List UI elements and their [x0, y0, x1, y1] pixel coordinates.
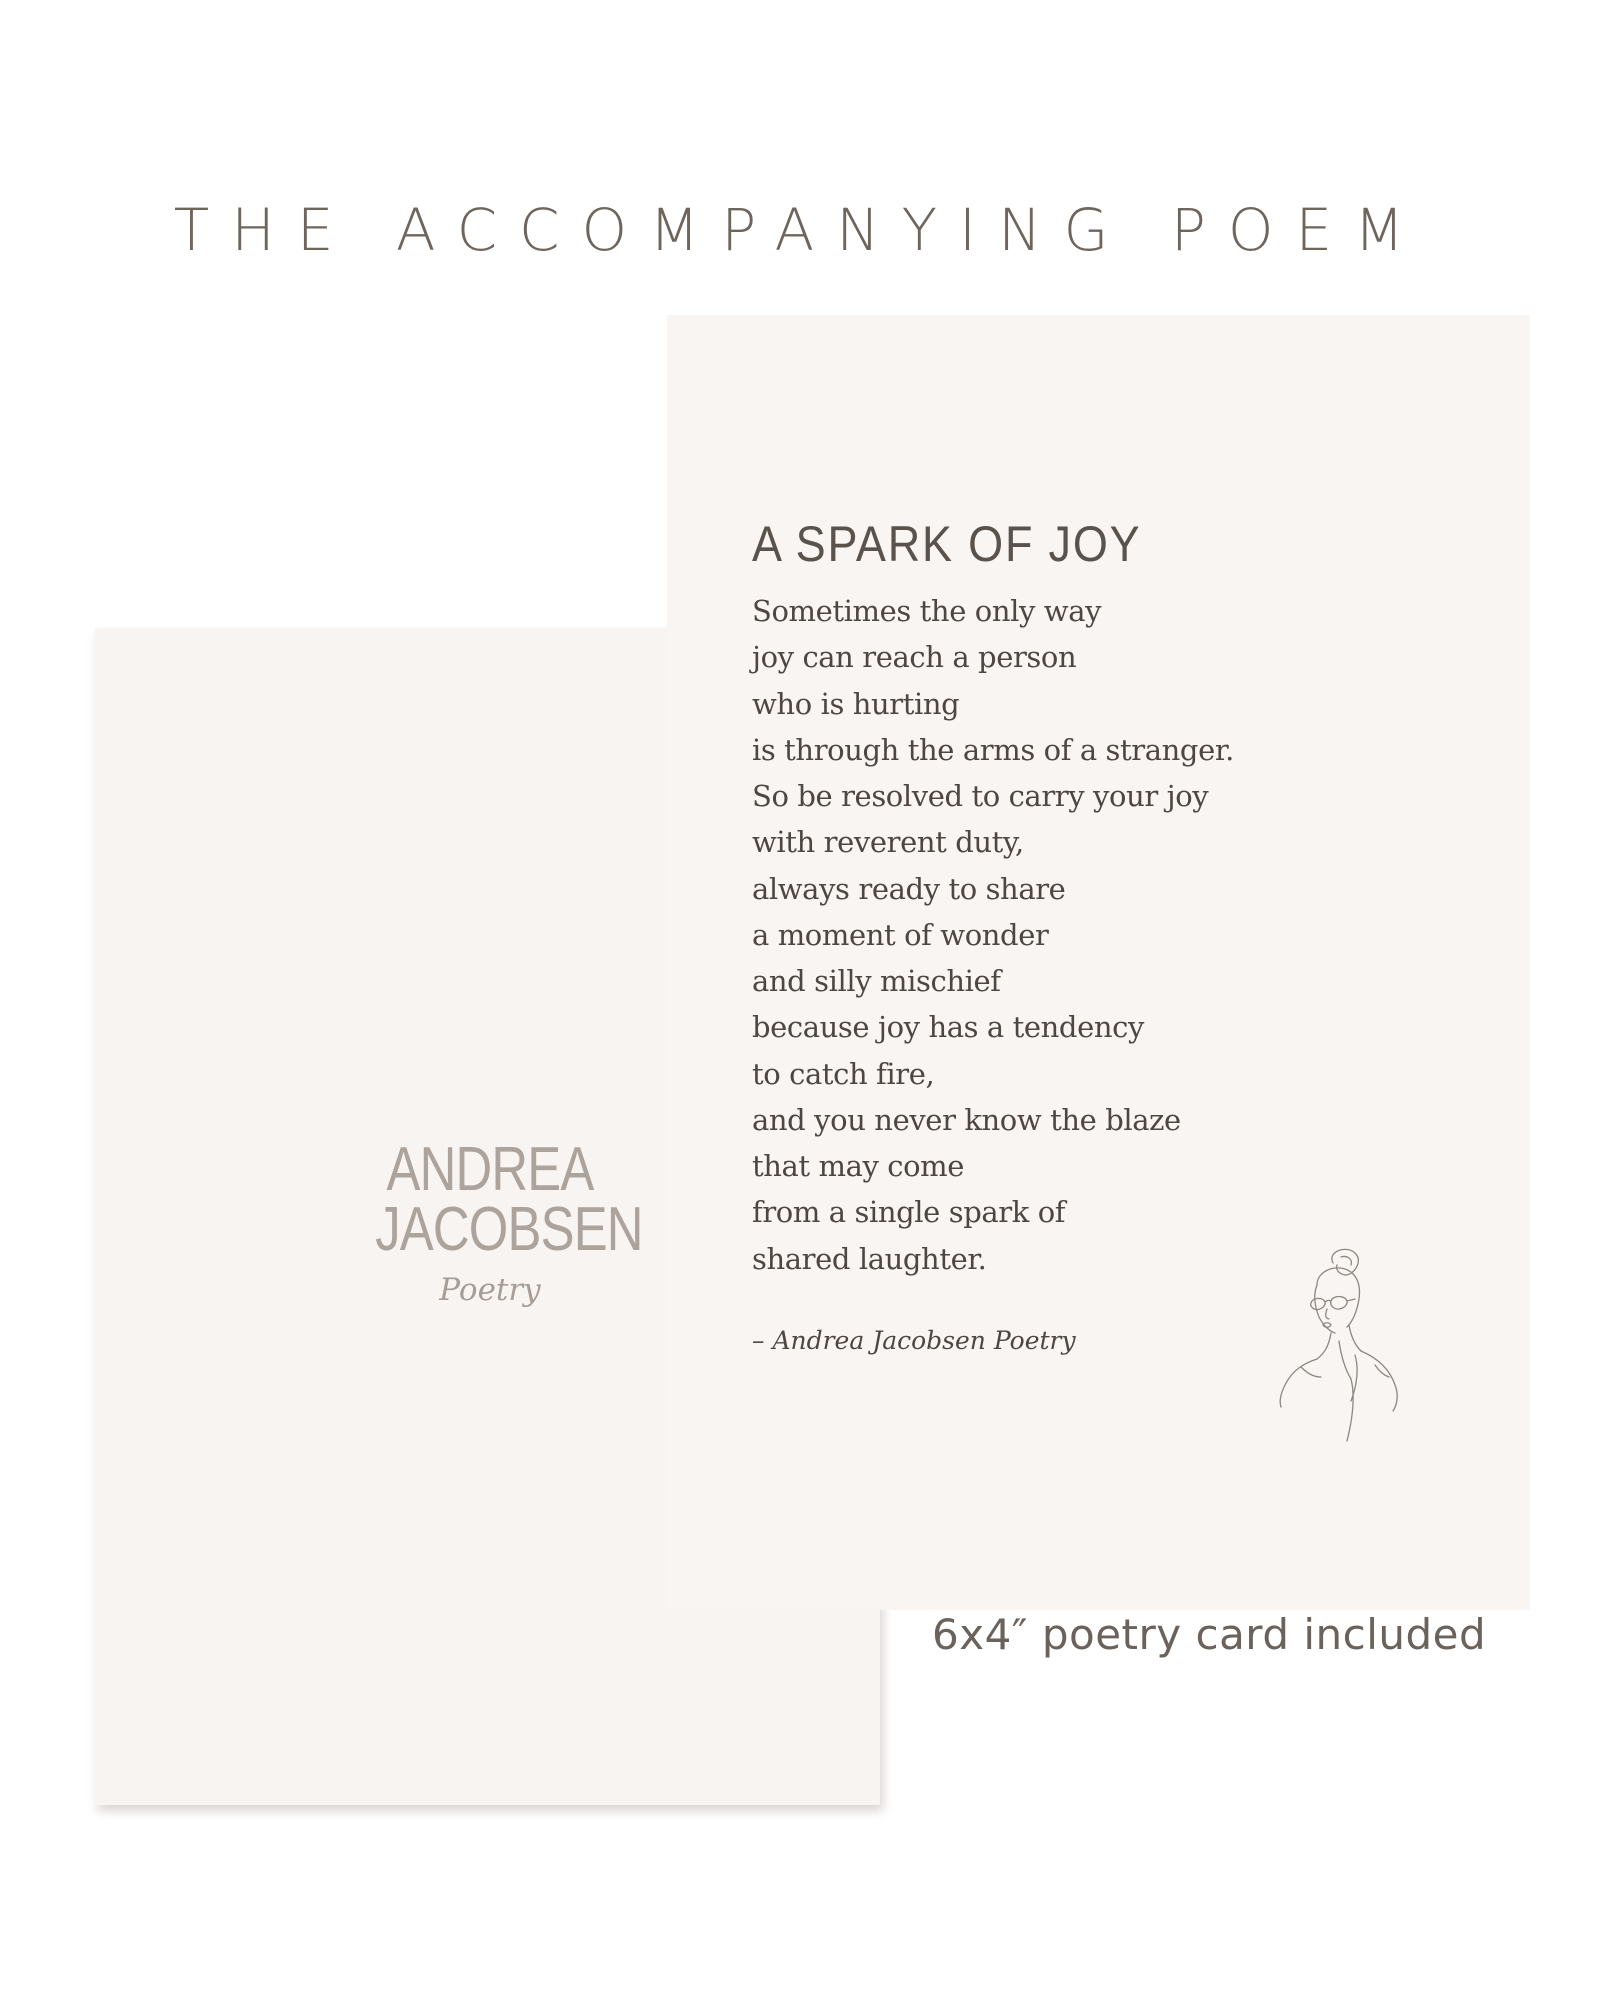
poem-line: So be resolved to carry your joy [752, 779, 1209, 813]
poem-line: from a single spark of [752, 1195, 1066, 1230]
poem-line: with reverent duty, [752, 825, 1024, 860]
poem-line: joy can reach a person [752, 640, 1077, 675]
line-drawing-woman-icon [1255, 1245, 1415, 1445]
brand-logo [350, 1135, 643, 1308]
brand-subtitle: Poetry [439, 1272, 541, 1308]
poem-line: a moment of wonder [752, 917, 1049, 952]
poem-line: and you never know the blaze [752, 1102, 1181, 1137]
poem-line: because joy has a tendency [752, 1010, 1144, 1045]
poem-line: is through the arms of a stranger. [752, 732, 1234, 767]
brand-name-last: JACOBSEN [375, 1195, 643, 1264]
poem-body [752, 588, 1234, 1282]
page-heading: THE ACCOMPANYING POEM [173, 196, 1427, 264]
poem-attribution: – Andrea Jacobsen Poetry [752, 1326, 1076, 1355]
poem-line: Sometimes the only way [752, 594, 1102, 628]
poem-line: to catch fire, [752, 1056, 935, 1091]
brand-name-first: ANDREA [386, 1135, 594, 1204]
poem-title: A SPARK OF JOY [752, 516, 1142, 572]
poem-line: shared laughter. [752, 1241, 987, 1276]
poem-line: and silly mischief [752, 964, 1001, 998]
poem-line: always ready to share [752, 871, 1066, 906]
card-size-caption: 6x4″ poetry card included [932, 1610, 1487, 1659]
poem-line: who is hurting [752, 686, 960, 721]
poem-line: that may come [752, 1149, 965, 1183]
